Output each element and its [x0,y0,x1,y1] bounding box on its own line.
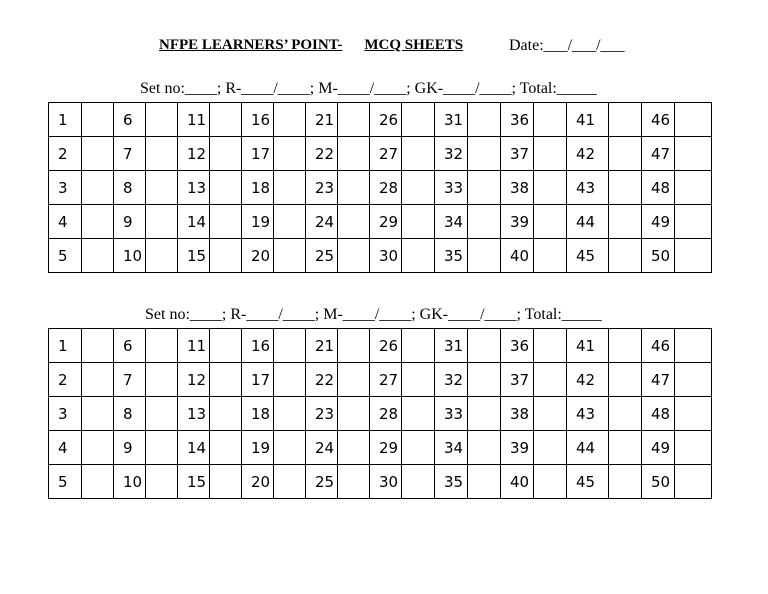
question-number: 39 [501,205,534,239]
answer-cell[interactable] [82,239,114,273]
answer-cell[interactable] [146,171,178,205]
title-right: MCQ SHEETS [364,37,464,53]
answer-cell[interactable] [338,363,370,397]
answer-cell[interactable] [534,363,567,397]
answer-cell[interactable] [402,329,435,363]
question-number: 4 [49,431,82,465]
answer-cell[interactable] [675,329,712,363]
question-number: 34 [435,205,468,239]
answer-cell[interactable] [146,239,178,273]
answer-cell[interactable] [468,103,501,137]
question-number: 22 [306,137,338,171]
answer-cell[interactable] [274,397,306,431]
answer-cell[interactable] [609,103,642,137]
question-number: 13 [178,397,210,431]
sheet-title [159,37,463,54]
question-number: 23 [306,171,338,205]
question-number: 34 [435,431,468,465]
answer-cell[interactable] [534,171,567,205]
answer-cell[interactable] [402,363,435,397]
answer-cell[interactable] [468,465,501,499]
answer-cell[interactable] [675,171,712,205]
table-row [49,205,712,239]
answer-cell[interactable] [675,205,712,239]
answer-cell[interactable] [609,465,642,499]
question-number: 22 [306,363,338,397]
answer-cell[interactable] [609,363,642,397]
table-row [49,397,712,431]
question-number: 41 [567,329,609,363]
answer-cell[interactable] [274,171,306,205]
question-number: 5 [49,465,82,499]
question-number: 25 [306,465,338,499]
question-number: 44 [567,205,609,239]
question-number: 17 [242,137,274,171]
question-number: 40 [501,465,534,499]
answer-cell[interactable] [609,431,642,465]
question-number: 7 [114,363,146,397]
question-number: 8 [114,171,146,205]
question-number: 16 [242,103,274,137]
question-number: 45 [567,239,609,273]
answer-cell[interactable] [210,137,242,171]
question-number: 29 [370,205,402,239]
answer-cell[interactable] [146,363,178,397]
answer-cell[interactable] [82,171,114,205]
answer-cell[interactable] [338,465,370,499]
answer-cell[interactable] [609,397,642,431]
answer-cell[interactable] [675,431,712,465]
question-number: 30 [370,465,402,499]
answer-cell[interactable] [338,329,370,363]
question-number: 3 [49,397,82,431]
table-body-2 [49,329,712,499]
question-number: 27 [370,363,402,397]
set-line-2: Set no:____; R-____/____; M-____/____; GK-____/____; Total:_____ [145,306,602,323]
answer-cell[interactable] [338,137,370,171]
date-field: Date:___/___/___ [509,37,625,54]
answer-cell[interactable] [468,205,501,239]
answer-cell[interactable] [210,397,242,431]
answer-cell[interactable] [82,397,114,431]
question-number: 24 [306,205,338,239]
answer-cell[interactable] [534,465,567,499]
answer-cell[interactable] [609,205,642,239]
answer-cell[interactable] [468,239,501,273]
question-number: 23 [306,397,338,431]
answer-cell[interactable] [534,205,567,239]
question-number: 11 [178,103,210,137]
question-number: 12 [178,363,210,397]
question-number: 42 [567,137,609,171]
question-number: 49 [642,205,675,239]
answer-cell[interactable] [210,103,242,137]
answer-cell[interactable] [534,103,567,137]
question-number: 15 [178,239,210,273]
answer-cell[interactable] [534,239,567,273]
answer-cell[interactable] [210,329,242,363]
question-number: 12 [178,137,210,171]
question-number: 39 [501,431,534,465]
question-number: 35 [435,239,468,273]
answer-cell[interactable] [210,431,242,465]
answer-cell[interactable] [210,171,242,205]
answer-cell[interactable] [675,363,712,397]
question-number: 28 [370,397,402,431]
answer-cell[interactable] [146,397,178,431]
answer-cell[interactable] [534,329,567,363]
answer-cell[interactable] [338,103,370,137]
question-number: 6 [114,103,146,137]
question-number: 31 [435,103,468,137]
question-number: 25 [306,239,338,273]
question-number: 26 [370,329,402,363]
question-number: 24 [306,431,338,465]
question-number: 41 [567,103,609,137]
answer-cell[interactable] [146,431,178,465]
question-number: 40 [501,239,534,273]
answer-cell[interactable] [402,171,435,205]
question-number: 19 [242,431,274,465]
question-number: 15 [178,465,210,499]
question-number: 33 [435,397,468,431]
answer-cell[interactable] [274,465,306,499]
question-number: 9 [114,205,146,239]
answer-cell[interactable] [675,103,712,137]
question-number: 20 [242,465,274,499]
question-number: 43 [567,397,609,431]
answer-cell[interactable] [210,465,242,499]
question-number: 46 [642,329,675,363]
answer-cell[interactable] [82,103,114,137]
answer-cell[interactable] [274,363,306,397]
question-number: 29 [370,431,402,465]
question-number: 50 [642,239,675,273]
answer-cell[interactable] [210,363,242,397]
question-number: 48 [642,171,675,205]
title-left: NFPE LEARNERS’ POINT- [159,37,343,53]
question-number: 20 [242,239,274,273]
question-number: 49 [642,431,675,465]
answer-cell[interactable] [338,205,370,239]
answer-cell[interactable] [402,431,435,465]
question-number: 42 [567,363,609,397]
answer-cell[interactable] [82,137,114,171]
question-number: 38 [501,397,534,431]
table-row [49,137,712,171]
question-number: 8 [114,397,146,431]
answer-cell[interactable] [338,171,370,205]
question-number: 5 [49,239,82,273]
answer-cell[interactable] [534,397,567,431]
question-number: 45 [567,465,609,499]
answer-cell[interactable] [609,171,642,205]
table-row [49,329,712,363]
table-row [49,465,712,499]
answer-cell[interactable] [82,465,114,499]
answer-cell[interactable] [609,137,642,171]
question-number: 30 [370,239,402,273]
question-number: 14 [178,431,210,465]
answer-cell[interactable] [146,137,178,171]
answer-cell[interactable] [402,239,435,273]
answer-cell[interactable] [609,239,642,273]
answer-cell[interactable] [675,239,712,273]
question-number: 4 [49,205,82,239]
question-number: 36 [501,103,534,137]
question-number: 46 [642,103,675,137]
question-number: 19 [242,205,274,239]
question-number: 43 [567,171,609,205]
answer-cell[interactable] [675,465,712,499]
question-number: 26 [370,103,402,137]
answer-cell[interactable] [675,137,712,171]
question-number: 16 [242,329,274,363]
table-row [49,363,712,397]
table-row [49,103,712,137]
question-number: 1 [49,103,82,137]
question-number: 33 [435,171,468,205]
answer-cell[interactable] [146,465,178,499]
table-row [49,431,712,465]
answer-cell[interactable] [468,363,501,397]
question-number: 47 [642,363,675,397]
table-row [49,239,712,273]
table-row [49,171,712,205]
answer-cell[interactable] [609,329,642,363]
answer-cell[interactable] [468,431,501,465]
question-number: 14 [178,205,210,239]
question-number: 11 [178,329,210,363]
question-number: 28 [370,171,402,205]
answer-cell[interactable] [274,431,306,465]
answer-table-1 [48,102,712,273]
question-number: 36 [501,329,534,363]
answer-cell[interactable] [534,431,567,465]
question-number: 13 [178,171,210,205]
question-number: 38 [501,171,534,205]
question-number: 44 [567,431,609,465]
answer-cell[interactable] [402,465,435,499]
question-number: 37 [501,137,534,171]
answer-cell[interactable] [338,431,370,465]
set-line-1: Set no:____; R-____/____; M-____/____; GK-____/____; Total:_____ [140,80,597,97]
question-number: 6 [114,329,146,363]
question-number: 2 [49,363,82,397]
answer-cell[interactable] [534,137,567,171]
answer-cell[interactable] [402,205,435,239]
answer-cell[interactable] [402,103,435,137]
table-body-1 [49,103,712,273]
answer-cell[interactable] [274,329,306,363]
question-number: 18 [242,171,274,205]
answer-cell[interactable] [468,171,501,205]
answer-cell[interactable] [146,329,178,363]
answer-cell[interactable] [675,397,712,431]
question-number: 3 [49,171,82,205]
question-number: 21 [306,329,338,363]
answer-cell[interactable] [274,205,306,239]
answer-cell[interactable] [274,103,306,137]
question-number: 31 [435,329,468,363]
answer-cell[interactable] [210,239,242,273]
answer-table-2 [48,328,712,499]
answer-cell[interactable] [82,329,114,363]
answer-cell[interactable] [338,239,370,273]
question-number: 48 [642,397,675,431]
question-number: 21 [306,103,338,137]
question-number: 17 [242,363,274,397]
answer-cell[interactable] [468,137,501,171]
question-number: 10 [114,239,146,273]
question-number: 27 [370,137,402,171]
question-number: 50 [642,465,675,499]
answer-cell[interactable] [82,363,114,397]
answer-cell[interactable] [274,239,306,273]
question-number: 32 [435,363,468,397]
question-number: 47 [642,137,675,171]
question-number: 37 [501,363,534,397]
answer-cell[interactable] [402,397,435,431]
answer-cell[interactable] [82,431,114,465]
answer-cell[interactable] [210,205,242,239]
answer-cell[interactable] [146,103,178,137]
answer-cell[interactable] [274,137,306,171]
question-number: 1 [49,329,82,363]
question-number: 35 [435,465,468,499]
question-number: 2 [49,137,82,171]
question-number: 32 [435,137,468,171]
answer-cell[interactable] [468,329,501,363]
answer-cell[interactable] [146,205,178,239]
answer-cell[interactable] [338,397,370,431]
question-number: 7 [114,137,146,171]
answer-cell[interactable] [468,397,501,431]
answer-cell[interactable] [82,205,114,239]
question-number: 10 [114,465,146,499]
question-number: 18 [242,397,274,431]
answer-cell[interactable] [402,137,435,171]
question-number: 9 [114,431,146,465]
